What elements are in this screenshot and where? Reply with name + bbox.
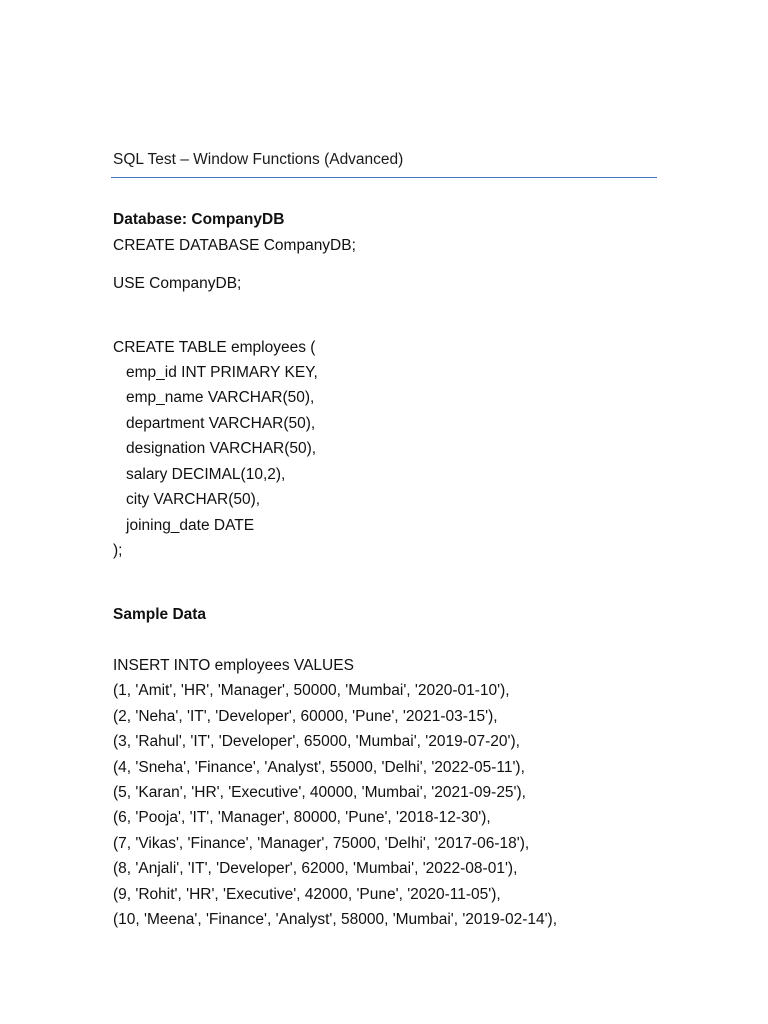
database-heading: Database: CompanyDB xyxy=(113,211,285,228)
create-table-close: ); xyxy=(113,542,123,559)
column-definition: emp_name VARCHAR(50), xyxy=(126,389,315,406)
insert-row: (7, 'Vikas', 'Finance', 'Manager', 75000, 'Delhi', '2017-06-18'), xyxy=(113,835,530,852)
insert-row: (8, 'Anjali', 'IT', 'Developer', 62000, 'Mumbai', '2022-08-01'), xyxy=(113,860,518,877)
title-underline-rule xyxy=(111,177,657,178)
insert-row: (1, 'Amit', 'HR', 'Manager', 50000, 'Mumbai', '2020-01-10'), xyxy=(113,682,510,699)
insert-row: (2, 'Neha', 'IT', 'Developer', 60000, 'Pune', '2021-03-15'), xyxy=(113,708,498,725)
insert-statement: INSERT INTO employees VALUES xyxy=(113,657,354,674)
sample-data-heading: Sample Data xyxy=(113,606,207,623)
column-definition: city VARCHAR(50), xyxy=(126,491,261,508)
insert-row: (4, 'Sneha', 'Finance', 'Analyst', 55000, 'Delhi', '2022-05-11'), xyxy=(113,759,525,776)
insert-row: (6, 'Pooja', 'IT', 'Manager', 80000, 'Pune', '2018-12-30'), xyxy=(113,809,491,826)
column-definition: salary DECIMAL(10,2), xyxy=(126,466,286,483)
insert-row: (10, 'Meena', 'Finance', 'Analyst', 58000, 'Mumbai', '2019-02-14'), xyxy=(113,911,558,928)
use-database-statement: USE CompanyDB; xyxy=(113,275,242,292)
insert-row: (9, 'Rohit', 'HR', 'Executive', 42000, 'Pune', '2020-11-05'), xyxy=(113,886,501,903)
column-definition: designation VARCHAR(50), xyxy=(126,440,317,457)
insert-row: (5, 'Karan', 'HR', 'Executive', 40000, 'Mumbai', '2021-09-25'), xyxy=(113,784,526,801)
create-database-statement: CREATE DATABASE CompanyDB; xyxy=(113,237,356,254)
column-definition: joining_date DATE xyxy=(126,517,255,534)
column-definition: department VARCHAR(50), xyxy=(126,415,316,432)
create-table-open: CREATE TABLE employees ( xyxy=(113,339,316,356)
document-title: SQL Test – Window Functions (Advanced) xyxy=(113,151,404,168)
insert-row: (3, 'Rahul', 'IT', 'Developer', 65000, 'Mumbai', '2019-07-20'), xyxy=(113,733,520,750)
column-definition: emp_id INT PRIMARY KEY, xyxy=(126,364,318,381)
